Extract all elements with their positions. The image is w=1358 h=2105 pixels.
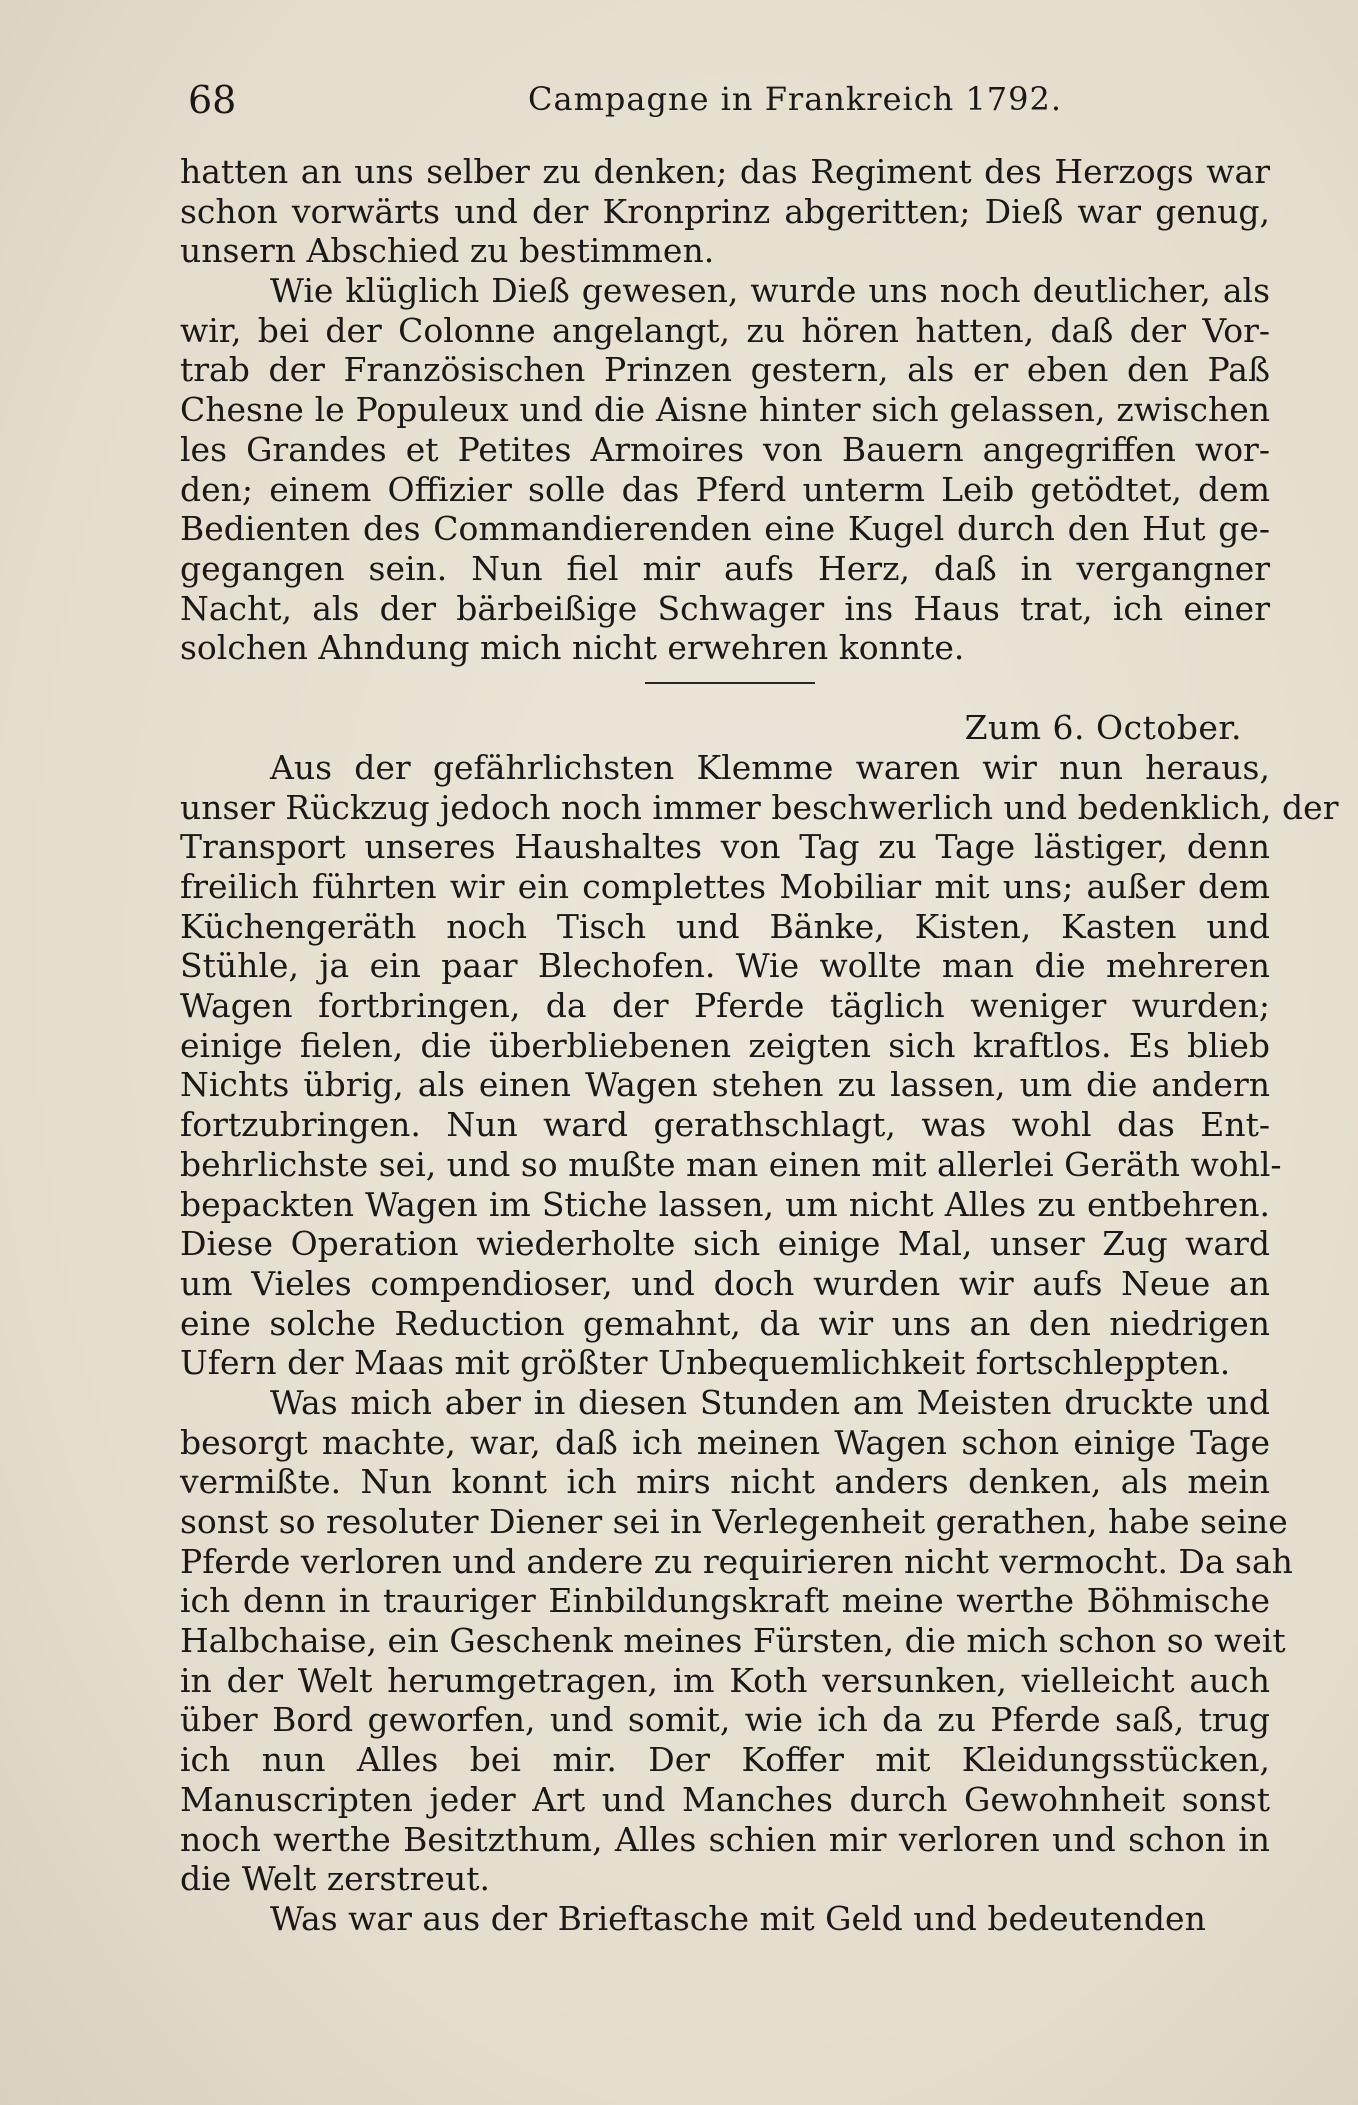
text-line: Manuscripten jeder Art und Manches durch Gewohnheit sonst: [180, 1779, 1270, 1819]
text-line: Ufern der Maas mit größter Unbequemlichkeit fortschleppten.: [180, 1343, 1231, 1383]
text-line: Wie klüglich Dieß gewesen, wurde uns noch deutlicher, als: [270, 271, 1270, 311]
text-line: Aus der gefährlichsten Klemme waren wir nun heraus,: [270, 747, 1270, 787]
text-line: Chesne le Populeux und die Aisne hinter sich gelassen, zwischen: [180, 390, 1270, 430]
text-line: Stühle, ja ein paar Blechofen. Wie wollte man die mehreren: [180, 946, 1270, 986]
text-line: bepackten Wagen im Stiche lassen, um nicht Alles zu entbehren.: [180, 1184, 1270, 1224]
text-line: eine solche Reduction gemahnt, da wir uns an den niedrigen: [180, 1303, 1270, 1343]
text-line: ich nun Alles bei mir. Der Koffer mit Kleidungsstücken,: [180, 1740, 1270, 1780]
text-line: Transport unseres Haushaltes von Tag zu Tage lästiger, denn: [180, 827, 1270, 867]
text-line: um Vieles compendioser, und doch wurden wir aufs Neue an: [180, 1263, 1270, 1303]
text-line: schon vorwärts und der Kronprinz abgeritten; Dieß war genug,: [180, 191, 1270, 231]
text-line: besorgt machte, war, daß ich meinen Wagen schon einige Tage: [180, 1422, 1270, 1462]
text-line: hatten an uns selber zu denken; das Regiment des Herzogs war: [180, 152, 1270, 191]
text-line: Was war aus der Brieftasche mit Geld und bedeutenden: [270, 1898, 1206, 1938]
text-line: Was mich aber in diesen Stunden am Meisten druckte und: [270, 1382, 1270, 1422]
text-section-first: [180, 152, 1270, 668]
text-line: einige fielen, die überbliebenen zeigten sich kraftlos. Es blieb: [180, 1025, 1270, 1065]
text-line: trab der Französischen Prinzen gestern, als er eben den Paß: [180, 350, 1270, 390]
text-line: Wagen fortbringen, da der Pferde täglich weniger wurden;: [180, 986, 1270, 1026]
text-line: Nacht, als der bärbeißige Schwager ins Haus trat, ich einer: [180, 588, 1270, 628]
date-heading: Zum 6. October.: [964, 707, 1242, 747]
text-line: die Welt zerstreut.: [180, 1859, 490, 1899]
page-header: [188, 70, 1268, 130]
text-line: wir, bei der Colonne angelangt, zu hören hatten, daß der Vor-: [180, 310, 1270, 350]
text-line: noch werthe Besitzthum, Alles schien mir verloren und schon in: [180, 1819, 1270, 1859]
text-line: unsern Abschied zu bestimmen.: [180, 231, 715, 271]
page-number: 68: [188, 78, 237, 122]
text-line: behrlichste sei, und so mußte man einen mit allerlei Geräth wohl-: [180, 1144, 1282, 1184]
text-line: Diese Operation wiederholte sich einige Mal, unser Zug ward: [180, 1224, 1270, 1264]
text-line: Nichts übrig, als einen Wagen stehen zu lassen, um die andern: [180, 1065, 1270, 1105]
text-line: Küchengeräth noch Tisch und Bänke, Kisten, Kasten und: [180, 906, 1270, 946]
text-line: vermißte. Nun konnt ich mirs nicht anders denken, als mein: [180, 1462, 1270, 1502]
section-separator-rule: [645, 682, 815, 684]
text-line: fortzubringen. Nun ward gerathschlagt, was wohl das Ent-: [180, 1105, 1270, 1145]
running-title: Campagne in Frankreich 1792.: [528, 80, 1063, 118]
text-line: sonst so resoluter Diener sei in Verlegenheit gerathen, habe seine: [180, 1502, 1288, 1541]
text-line: unser Rückzug jedoch noch immer beschwerlich und bedenklich, der: [180, 787, 1339, 827]
text-line: Pferde verloren und andere zu requirieren nicht vermocht. Da sah: [180, 1541, 1293, 1581]
text-line: Halbchaise, ein Geschenk meines Fürsten, die mich schon so weit: [180, 1621, 1286, 1661]
body-text: [180, 152, 1339, 1939]
text-line: in der Welt herumgetragen, im Koth versunken, vielleicht auch: [180, 1660, 1270, 1700]
text-line: freilich führten wir ein complettes Mobiliar mit uns; außer dem: [180, 867, 1270, 906]
text-line: über Bord geworfen, und somit, wie ich da zu Pferde saß, trug: [180, 1700, 1270, 1740]
text-section-second: [180, 747, 1339, 1939]
text-line: ich denn in trauriger Einbildungskraft meine werthe Böhmische: [180, 1581, 1270, 1621]
text-line: les Grandes et Petites Armoires von Bauern angegriffen wor-: [180, 429, 1270, 469]
text-line: den; einem Offizier solle das Pferd unterm Leib getödtet, dem: [180, 469, 1270, 509]
text-line: gegangen sein. Nun fiel mir aufs Herz, daß in vergangner: [180, 548, 1270, 588]
section-break: [180, 668, 1270, 708]
text-line: Bedienten des Commandierenden eine Kugel durch den Hut ge-: [180, 509, 1270, 549]
text-line: solchen Ahndung mich nicht erwehren konnte.: [180, 628, 965, 668]
